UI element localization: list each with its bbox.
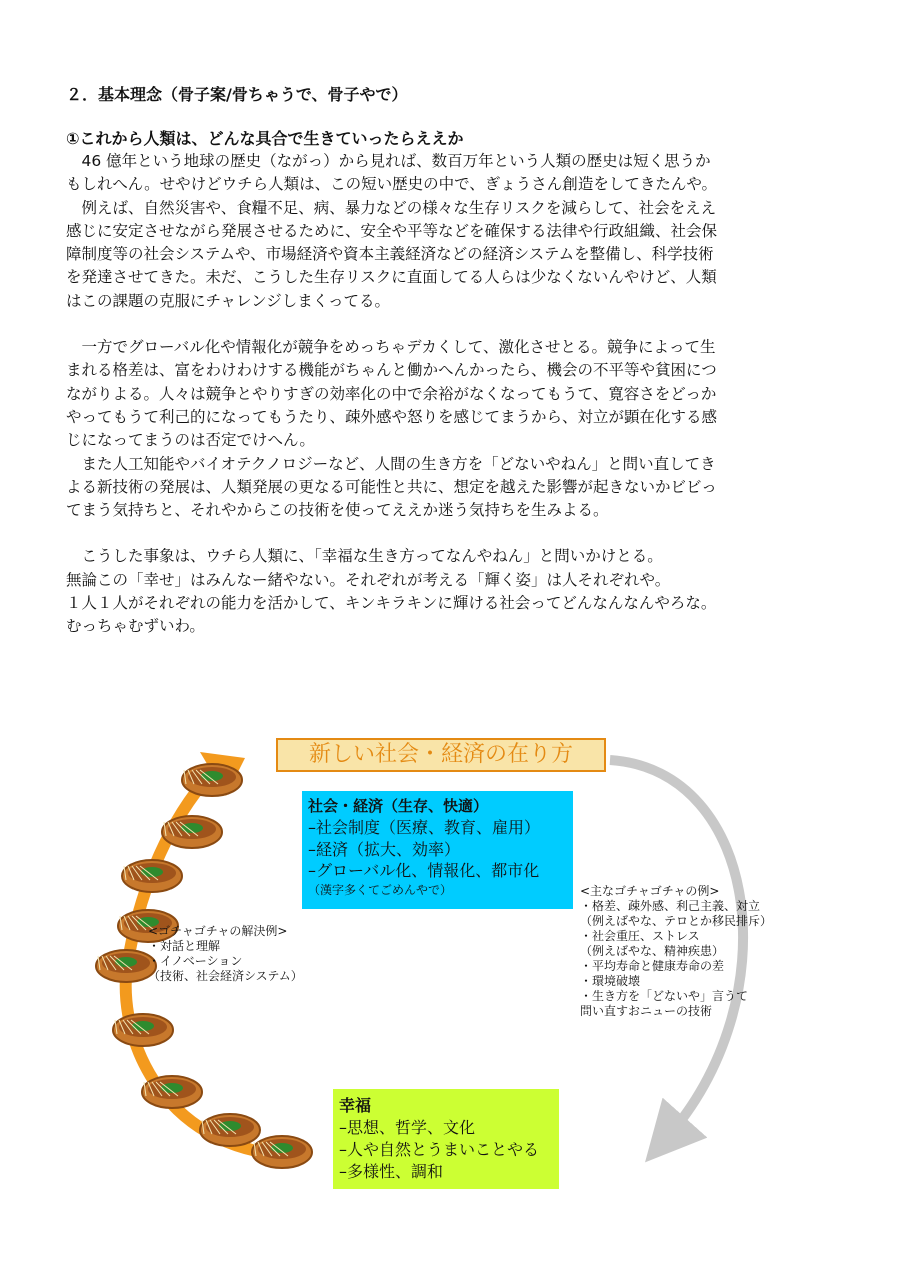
okonomiyaki-icon	[182, 764, 242, 796]
text-line: を発達させてきた。未だ、こうした生存リスクに直面してる人らは少なくないんやけど、人類	[66, 268, 717, 287]
box-title: 幸福	[339, 1096, 372, 1115]
solutions-note	[148, 924, 303, 984]
diagram-title: 新しい社会・経済の在り方	[276, 738, 606, 772]
okonomiyaki-icon	[252, 1136, 312, 1168]
note-line: ・環境破壊	[580, 974, 641, 988]
section-subheading: ①これから人類は、どんな具合で生きていったらええか	[66, 129, 464, 148]
text-line: もしれへん。せやけどウチら人類は、この短い歴史の中で、ぎょうさん創造をしてきたんや。	[66, 175, 718, 194]
note-line: ・生き方を「どないや」言うて	[580, 989, 749, 1003]
note-line: （例えばやな、テロとか移民排斥）	[580, 914, 773, 928]
text-line: こうした事象は、ウチら人類に、「幸福な生き方ってなんやねん」と問いかけとる。	[66, 547, 663, 566]
paragraph-1	[66, 150, 846, 313]
text-line: ながりよる。人々は競争とやりすぎの効率化の中で余裕がなくなってもうて、寛容さをどっか	[66, 384, 717, 403]
note-line: ・格差、疎外感、利己主義、対立	[580, 899, 761, 913]
text-line: まれる格差は、富をわけわけする機能がちゃんと働かへんかったら、機会の不平等や貧困につ	[66, 361, 717, 380]
text-line: じになってまうのは否定でけへん。	[66, 431, 315, 450]
text-line: １人１人がそれぞれの能力を活かして、キンキラキンに輝ける社会ってどんなんなんやろな。	[66, 594, 717, 613]
okonomiyaki-icon	[142, 1076, 202, 1108]
text-line: 感じに安定させながら発展させるために、安全や平等などを確保する法律や行政組織、社会保	[66, 221, 718, 240]
text-line: はこの課題の克服にチャレンジしまくってる。	[66, 291, 390, 310]
box-item: –社会制度（医療、教育、雇用）	[308, 818, 541, 837]
paragraph-3	[66, 545, 846, 638]
text-line: 例えば、自然災害や、食糧不足、病、暴力などの様々な生存リスクを減らして、社会をええ	[66, 198, 717, 217]
text-line: やってもうて利己的になってもうたり、疎外感や怒りを感じてまうから、対立が顕在化する感	[66, 407, 718, 426]
box-item: –グローバル化、情報化、都市化	[308, 861, 540, 880]
note-line: ・平均寿命と健康寿命の差	[580, 959, 725, 973]
box-item: –思想、哲学、文化	[339, 1118, 476, 1137]
society-economy-box	[302, 791, 573, 909]
box-item: –人や自然とうまいことやる	[339, 1140, 540, 1159]
box-title: 社会・経済（生存、快適）	[308, 797, 489, 815]
document-text	[66, 84, 846, 639]
note-line: <主なゴチャゴチャの例>	[580, 884, 720, 898]
happiness-box	[333, 1089, 559, 1189]
cycle-diagram	[0, 700, 903, 1240]
okonomiyaki-icon	[96, 950, 156, 982]
text-line: よる新技術の発展は、人類発展の更なる可能性と共に、想定を越えた影響が起きないかビビっ	[66, 477, 717, 496]
note-line: ・社会重圧、ストレス	[580, 929, 700, 943]
note-line: ・対話と理解	[148, 939, 221, 953]
box-item: –多様性、調和	[339, 1162, 444, 1181]
box-note: （漢字多くてごめんやで）	[308, 882, 453, 897]
text-line: 無論この「幸せ」はみんなー緒やない。それぞれが考える「輝く姿」は人それぞれや。	[66, 570, 671, 589]
box-item: –経済（拡大、効率）	[308, 839, 461, 859]
okonomiyaki-icon	[113, 1014, 173, 1046]
okonomiyaki-icon	[162, 816, 222, 848]
text-line: むっちゃむずいわ。	[66, 617, 205, 636]
note-line: 問い直すおニューの技術	[580, 1004, 713, 1018]
okonomiyaki-icon	[200, 1114, 260, 1146]
note-line: （例えばやな、精神疾患）	[580, 944, 725, 958]
text-line: 46 億年という地球の歴史（ながっ）から見れば、数百万年という人類の歴史は短く思うか	[66, 152, 711, 170]
paragraph-2	[66, 336, 846, 522]
section-heading: ２．基本理念（骨子案/骨ちゃうで、骨子やで）	[66, 85, 408, 104]
text-line: また人工知能やバイオテクノロジーなど、人間の生き方を「どないやねん」と問い直してき	[66, 454, 716, 473]
okonomiyaki-icon	[122, 860, 182, 892]
note-line: ・イノベーション	[148, 954, 243, 968]
problems-note	[580, 884, 772, 1019]
note-line: <ゴチャゴチャの解決例>	[148, 924, 288, 938]
text-line: てまう気持ちと、それやからこの技術を使ってええか迷う気持ちを生みよる。	[66, 501, 609, 520]
note-line: （技術、社会経済システム）	[148, 969, 303, 983]
text-line: 一方でグローバル化や情報化が競争をめっちゃデカくして、激化させとる。競争によって生	[66, 338, 716, 357]
text-line: 障制度等の社会システムや、市場経済や資本主義経済などの経済システムを整備し、科学技術	[66, 245, 714, 264]
